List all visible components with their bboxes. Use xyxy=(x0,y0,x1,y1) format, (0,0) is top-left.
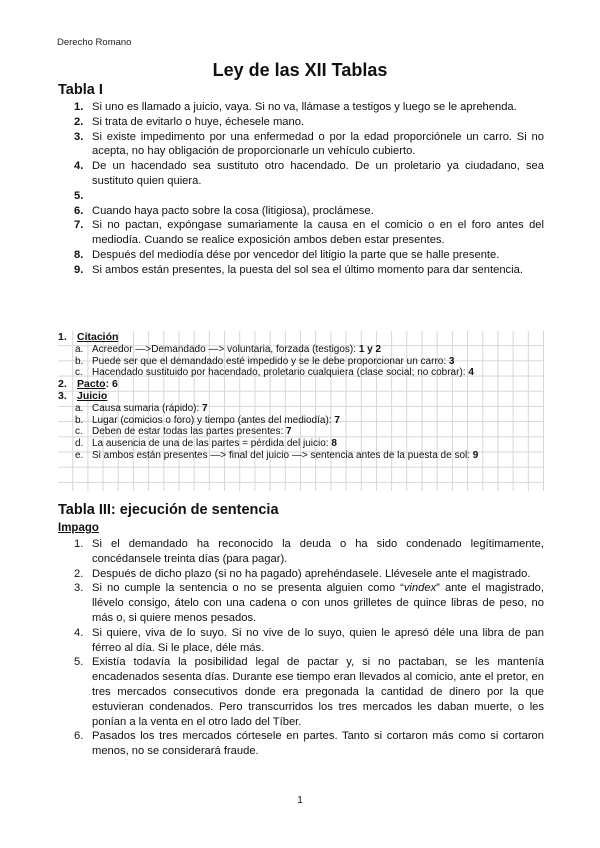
item-number: 4. xyxy=(74,626,84,639)
item-number: 4. xyxy=(74,160,84,173)
item-text-a: Si no cumple la sentencia o no se presenta alguien como “ xyxy=(92,582,404,595)
subitem-letter: c. xyxy=(75,426,83,438)
list-item xyxy=(58,100,544,115)
subitem-text: Si ambos están presentes —> final del juicio —> sentencia antes de la puesta de sol: xyxy=(92,449,473,461)
section-label: Citación xyxy=(77,331,119,343)
item-number: 3. xyxy=(74,130,84,143)
section-label: Juicio xyxy=(77,389,108,402)
outline-subitem xyxy=(58,438,544,450)
outline-subitem xyxy=(58,356,544,368)
item-number: 7. xyxy=(74,219,84,232)
list-item xyxy=(58,655,544,729)
page-number: 1 xyxy=(297,795,303,806)
item-text: Si quiere, viva de lo suyo. Si no vive de lo suyo, quien le apresó déle una libra de pan férreo al día. Si le place, déle más. xyxy=(92,626,544,654)
item-number: 3. xyxy=(74,582,84,595)
tabla-3-list xyxy=(58,537,544,759)
list-item xyxy=(58,248,544,263)
subitem-ref: 7 xyxy=(286,426,292,438)
subitem-letter: a. xyxy=(75,402,84,414)
item-number: 6. xyxy=(74,730,84,743)
outline-subitem xyxy=(58,450,544,462)
tabla-1-heading: Tabla I xyxy=(58,82,103,98)
subitem-ref: 3 xyxy=(448,355,455,367)
item-text: De un hacendado sea sustituto otro hacendado. De un proletario ya ciudadano, sea sustituto quien quiera. xyxy=(92,160,544,187)
subitem-letter: b. xyxy=(75,355,84,367)
item-text: Después del mediodía dése por vencedor del litigio la parte que se halle presente. xyxy=(92,248,500,261)
outline-section-juicio xyxy=(58,391,544,403)
subitem-text: La ausencia de una de las partes = pérdida del juicio: xyxy=(92,438,332,450)
section-number: 1. xyxy=(58,331,67,343)
list-item xyxy=(58,626,544,656)
list-item xyxy=(58,130,544,160)
outline-subitem xyxy=(58,426,544,438)
item-text: Si ambos están presentes, la puesta del sol sea el último momento para dar sentencia. xyxy=(92,263,523,276)
item-text: Pasados los tres mercados córtesele en partes. Tanto si cortaron más como si cortaron menos, no se considerará fraude. xyxy=(92,730,544,758)
subitem-letter: e. xyxy=(75,449,84,461)
list-item xyxy=(58,159,544,189)
item-text: Si trata de evitarlo o huye, échesele mano. xyxy=(92,115,305,128)
subitem-letter: c. xyxy=(75,367,83,379)
outline-section-citacion xyxy=(58,332,544,344)
section-label: Pacto xyxy=(77,378,106,391)
outline-subitem xyxy=(58,367,544,379)
item-number: 1. xyxy=(74,101,84,113)
outline-subitem xyxy=(58,403,544,415)
item-text: Si no pactan, expóngase sumariamente la causa en el comicio o en el foro antes del mediodía. Cuando se realice exposición ambos deben estar presentes. xyxy=(92,219,544,247)
list-item xyxy=(58,204,544,219)
list-item xyxy=(58,263,544,278)
item-number: 2. xyxy=(74,567,84,580)
item-text: Existía todavía la posibilidad legal de pactar y, si no pactaban, se les mantenía encadenados sesenta días. Durante ese tiempo eran llevados al comicio, ante el pretor, en tres mercados consecutivos donde era pregonada la cantidad de dinero por la que estuvieran condenados. Pero transcurridos los tres mercados les daban muerte, o les ponían a la venta en el otro lado del Tíber. xyxy=(92,656,544,728)
subitem-ref: 9 xyxy=(472,449,479,461)
item-number: 1. xyxy=(74,538,84,550)
tabla-3-heading: Tabla III: ejecución de sentencia xyxy=(58,502,279,518)
item-text: Cuando haya pacto sobre la cosa (litigiosa), proclámese. xyxy=(92,204,374,217)
item-text: Después de dicho plazo (si no ha pagado) aprehéndasele. Llévesele ante el magistrado. xyxy=(92,567,531,580)
item-number: 5. xyxy=(74,656,84,669)
subitem-text: Lugar (comicios o foro) y tiempo (antes del mediodía): xyxy=(92,414,335,426)
item-number: 2. xyxy=(74,115,84,128)
subitem-text: Hacendado sustituido por hacendado, proletario cualquiera (clase social; no cobrar): xyxy=(92,367,469,379)
list-item xyxy=(58,115,544,130)
running-header: Derecho Romano xyxy=(57,37,132,48)
list-item xyxy=(58,729,544,759)
section-number: 2. xyxy=(58,378,67,391)
section-suffix: : 6 xyxy=(105,378,118,391)
item-number: 6. xyxy=(74,204,84,217)
subitem-ref: 1 y 2 xyxy=(358,343,382,355)
list-item xyxy=(58,567,544,582)
subitem-ref: 4 xyxy=(468,367,474,379)
item-text-italic: vindex xyxy=(403,582,437,595)
item-text: Si el demandado ha reconocido la deuda o ha sido condenado legítimamente, concédansele treinta días (para pagar). xyxy=(92,538,544,565)
subitem-ref: 7 xyxy=(334,414,340,426)
page-title: Ley de las XII Tablas xyxy=(212,60,388,80)
list-item xyxy=(58,537,544,567)
item-number: 5. xyxy=(74,189,84,202)
subitem-ref: 8 xyxy=(331,438,337,450)
item-number: 9. xyxy=(74,263,84,276)
list-item xyxy=(58,189,544,204)
subitem-ref: 7 xyxy=(202,402,208,414)
item-number: 8. xyxy=(74,248,84,261)
item-text-b: ” ante el magistrado, llévelo consigo, átelo con una cadena o con unos grilletes de quince libras de peso, no más o, si quiere menos pesados. xyxy=(92,582,544,624)
subitem-letter: b. xyxy=(75,414,84,426)
item-text: Si uno es llamado a juicio, vaya. Si no va, llámase a testigos y luego se le aprehenda. xyxy=(92,101,517,113)
subitem-text: Deben de estar todas las partes presentes: xyxy=(92,426,287,438)
subitem-letter: d. xyxy=(75,438,84,450)
tabla-1-list xyxy=(58,100,544,278)
list-item xyxy=(58,581,544,625)
subitem-text: Puede ser que el demandado esté impedido y se le debe proporcionar un carro: xyxy=(92,355,449,367)
list-item xyxy=(58,218,544,248)
section-number: 3. xyxy=(58,389,67,402)
outline-subitem xyxy=(58,344,544,356)
subitem-letter: a. xyxy=(75,343,84,355)
subitem-text: Acreedor —>Demandado —> voluntaria, forzada (testigos): xyxy=(92,343,359,355)
item-text: Si existe impedimento por una enfermedad o por la edad proporciónele un carro. Si no acepta, no hay obligación de proporcionarle un vehículo cubierto. xyxy=(92,130,544,158)
subitem-text: Causa sumaria (rápido): xyxy=(92,402,203,414)
impago-subheading: Impago xyxy=(58,522,99,534)
outline-subitem xyxy=(58,415,544,427)
outline-section-pacto xyxy=(58,379,544,391)
outline-notes xyxy=(58,332,544,462)
